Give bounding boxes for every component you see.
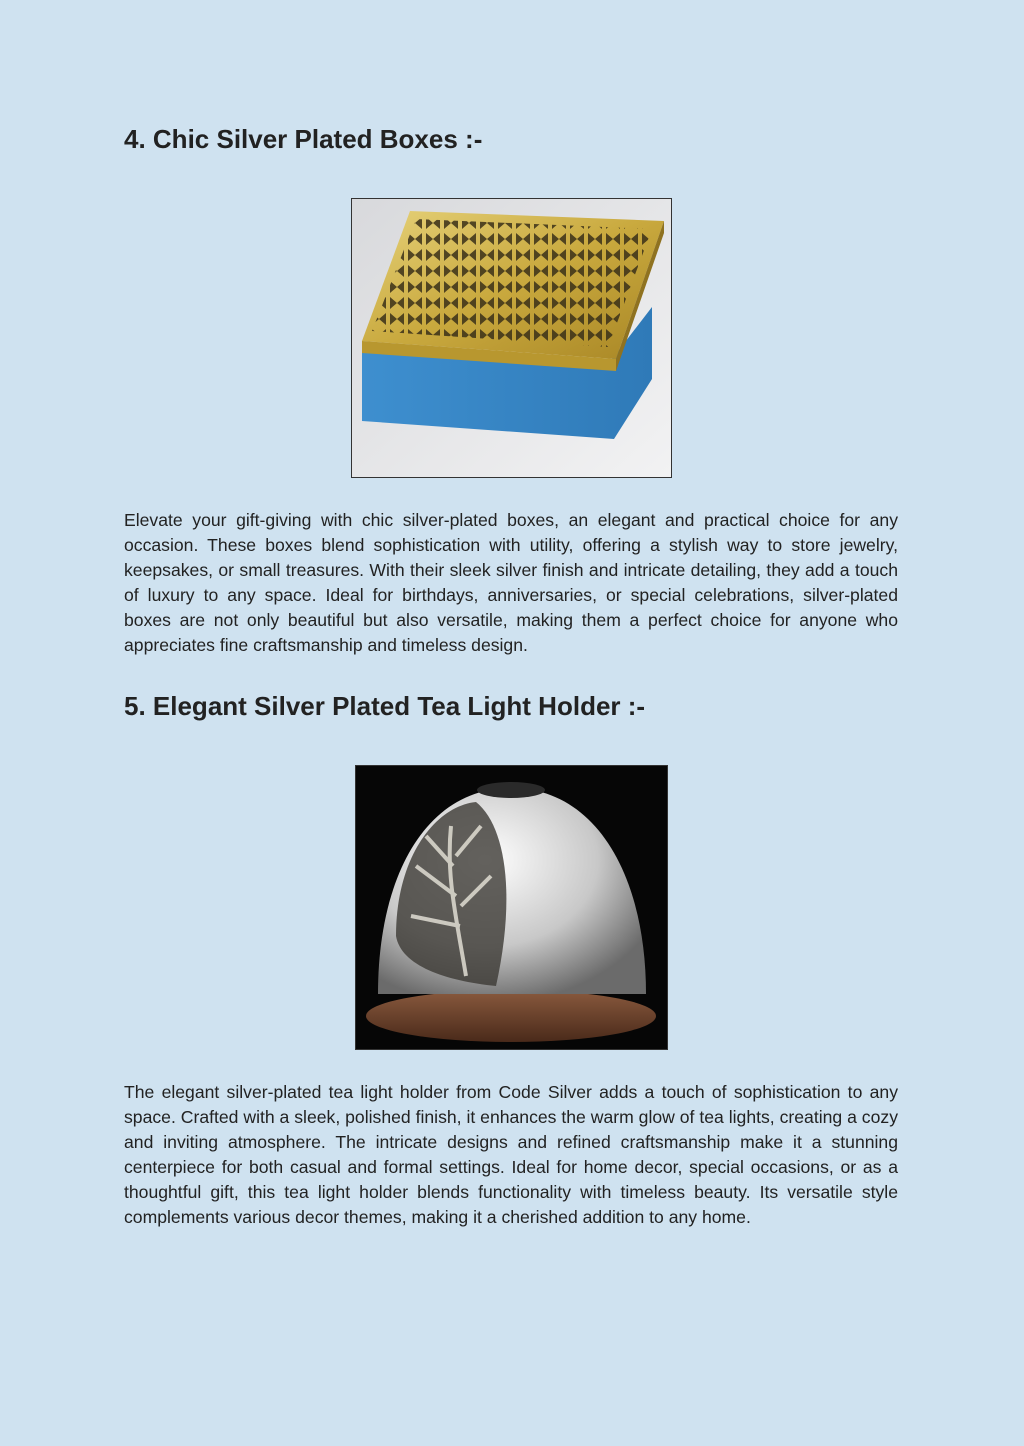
tea-light-holder-image xyxy=(355,765,668,1050)
section-paragraph-tea-light-holder: The elegant silver-plated tea light holder from Code Silver adds a touch of sophistication to any space. Crafted with a sleek, polished finish, it enhances the warm glow of tea lights, creating a cozy and inviting atmosphere. The intricate designs and refined craftsmanship make it a stunning centerpiece for both casual and formal settings. Ideal for home decor, special occasions, or as a thoughtful gift, this tea light holder blends functionality with timeless beauty. Its versatile style complements various decor themes, making it a cherished addition to any home. xyxy=(124,1082,898,1227)
silver-plated-box-icon xyxy=(352,199,671,477)
silver-plated-box-image xyxy=(351,198,672,478)
section-heading-silver-boxes: 4. Chic Silver Plated Boxes :- xyxy=(124,124,483,154)
section-paragraph-silver-boxes: Elevate your gift-giving with chic silver-plated boxes, an elegant and practical choice for any occasion. These boxes blend sophistication with utility, offering a stylish way to store jewelry, keepsakes, or small treasures. With their sleek silver finish and intricate detailing, they add a touch of luxury to any space. Ideal for birthdays, anniversaries, or special celebrations, silver-plated boxes are not only beautiful but also versatile, making them a perfect choice for anyone who appreciates fine craftsmanship and timeless design. xyxy=(124,510,898,655)
section-heading-tea-light-holder: 5. Elegant Silver Plated Tea Light Holder :- xyxy=(124,691,646,721)
tea-light-holder-icon xyxy=(356,766,667,1049)
